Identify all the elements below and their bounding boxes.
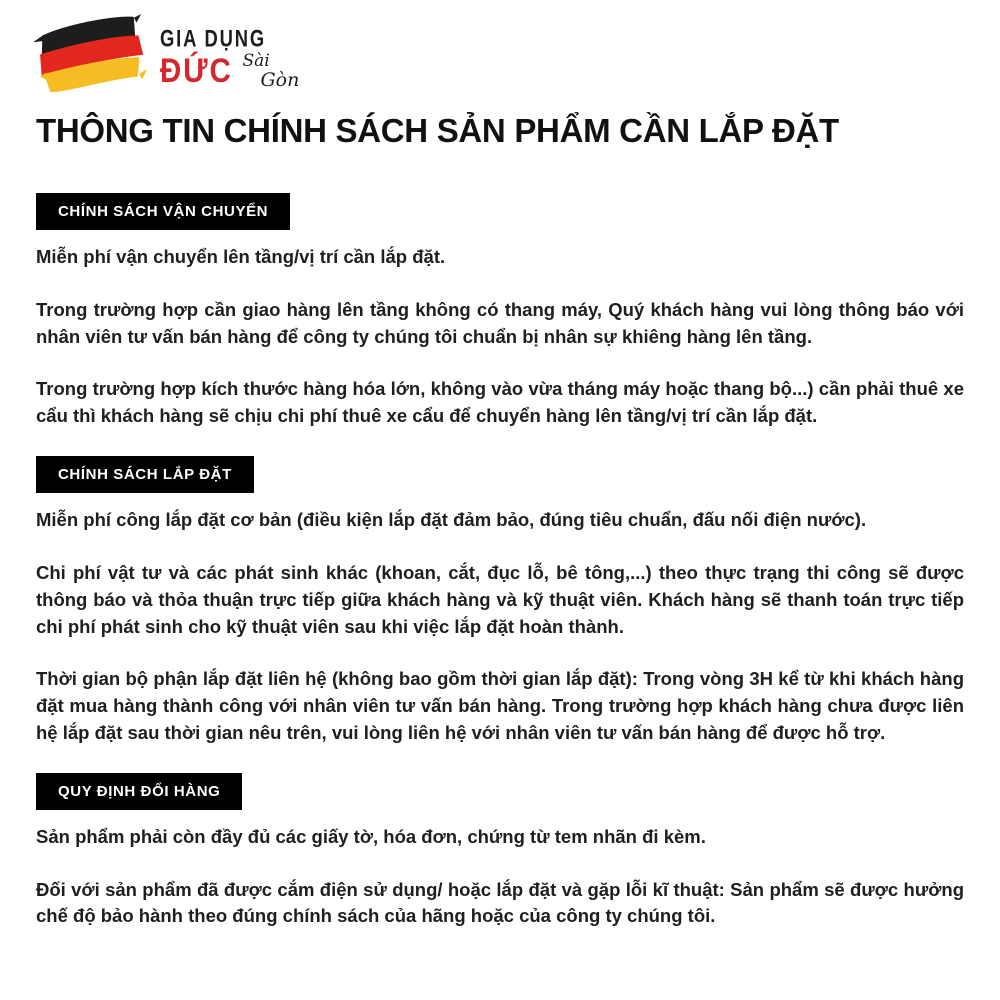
policy-section [36,456,964,747]
policy-section [36,773,964,930]
brand-script-line1: Sài [242,51,270,71]
policy-paragraph: Miễn phí vận chuyển lên tầng/vị trí cần lắp đặt. [36,246,446,267]
policy-paragraph: Chi phí vật tư và các phát sinh khác (khoan, cắt, đục lỗ, bê tông,...) theo thực trạng thi công sẽ được thông báo và thỏa thuận trực tiếp giữa khách hàng và kỹ thuật viên. Khách hàng sẽ thanh toán trực tiếp chi phí phát sinh cho kỹ thuật viên sau khi việc lắp đặt hoàn thành. [36,561,964,637]
policy-paragraph: Sản phẩm phải còn đầy đủ các giấy tờ, hóa đơn, chứng từ tem nhãn đi kèm. [36,825,706,847]
policy-section [36,193,964,430]
policy-paragraph: Miễn phí công lắp đặt cơ bản (điều kiện lắp đặt đảm bảo, đúng tiêu chuẩn, đấu nối điện nước). [36,509,867,531]
section-badge: QUY ĐỊNH ĐỔI HÀNG [36,773,242,810]
policy-paragraph: Trong trường hợp kích thước hàng hóa lớn, không vào vừa tháng máy hoặc thang bộ...) cần phải thuê xe cẩu thì khách hàng sẽ chịu chi phí thuê xe cẩu để chuyển hàng lên tầng/vị trí cần lắp đặt. [36,378,964,427]
page-title: THÔNG TIN CHÍNH SÁCH SẢN PHẨM CẦN LẮP ĐẶT [36,112,839,149]
brand-script-line2: Gòn [260,69,300,91]
brand-name-main: ĐỨC [160,50,233,90]
brand-wordmark [160,12,299,90]
brand-logo [34,12,299,100]
brand-script [243,53,300,90]
policy-paragraph: Trong trường hợp cần giao hàng lên tầng không có thang máy, Quý khách hàng vui lòng thông báo với nhân viên tư vấn bán hàng để công ty chúng tôi chuẩn bị nhân sự khiêng hàng lên tầng. [36,298,964,347]
policy-content [36,193,964,956]
brand-name-top: GIA DỤNG [160,26,267,53]
section-badge: CHÍNH SÁCH LẮP ĐẶT [36,456,254,493]
policy-paragraph: Thời gian bộ phận lắp đặt liên hệ (không bao gồm thời gian lắp đặt): Trong vòng 3H kể từ khi khách hàng đặt mua hàng thành công với nhân viên tư vấn bán hàng. Trong trường hợp khách hàng chưa được liên hệ lắp đặt sau thời gian nêu trên, vui lòng liên hệ với nhân viên tư vấn bán hàng để được hỗ trợ. [36,668,964,743]
german-flag-icon [34,12,148,100]
section-badge: CHÍNH SÁCH VẬN CHUYỂN [36,193,290,230]
policy-paragraph: Đối với sản phẩm đã được cắm điện sử dụng/ hoặc lắp đặt và gặp lỗi kĩ thuật: Sản phẩm sẽ được hưởng chế độ bảo hành theo đúng chính sách của hãng hoặc của công ty chúng tôi. [36,878,964,927]
